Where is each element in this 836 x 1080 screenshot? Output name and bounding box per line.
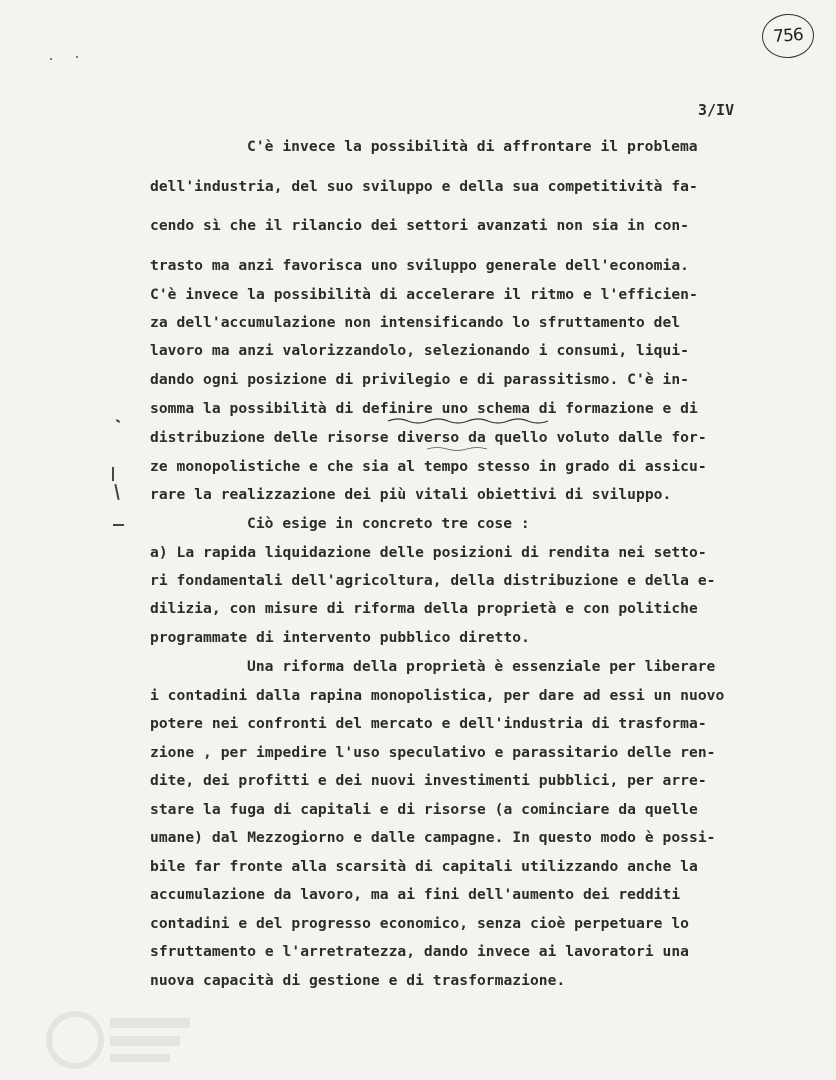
text-line: umane) dal Mezzogiorno e dalle campagne. In questo modo è possi- xyxy=(150,829,716,846)
text-line: ri fondamentali dell'agricoltura, della distribuzione e della e- xyxy=(150,572,716,589)
text-line: Ciò esige in concreto tre cose : xyxy=(247,515,530,532)
text-line: ze monopolistiche e che sia al tempo stesso in grado di assicu- xyxy=(150,458,707,475)
text-line: i contadini dalla rapina monopolistica, per dare ad essi un nuovo xyxy=(150,687,725,704)
text-line: accumulazione da lavoro, ma ai fini dell'aumento dei redditi xyxy=(150,886,681,903)
text-line: C'è invece la possibilità di accelerare il ritmo e l'efficien- xyxy=(150,286,698,303)
text-line: dite, dei profitti e dei nuovi investimenti pubblici, per arre- xyxy=(150,772,707,789)
archive-stamp: 756 xyxy=(761,12,816,60)
page-number: 3/IV xyxy=(698,101,735,119)
text-line: programmate di intervento pubblico diretto. xyxy=(150,629,530,646)
text-line: contadini e del progresso economico, senza cioè perpetuare lo xyxy=(150,915,690,932)
text-line: dilizia, con misure di riforma della proprietà e con politiche xyxy=(150,600,698,617)
text-line: sfruttamento e l'arretratezza, dando invece ai lavoratori una xyxy=(150,943,690,960)
text-line: a) La rapida liquidazione delle posizioni di rendita nei setto- xyxy=(150,544,707,561)
text-line: dell'industria, del suo sviluppo e della sua competitività fa- xyxy=(150,178,698,195)
text-line: nuova capacità di gestione e di trasformazione. xyxy=(150,972,566,989)
text-line: dando ogni posizione di privilegio e di parassitismo. C'è in- xyxy=(150,371,690,388)
text-line: somma la possibilità di definire uno schema di formazione e di xyxy=(150,400,698,417)
text-line: distribuzione delle risorse diverso da quello voluto dalle for- xyxy=(150,429,707,446)
margin-mark xyxy=(112,467,114,481)
text-line: bile far fronte alla scarsità di capitali utilizzando anche la xyxy=(150,858,698,875)
text-line: rare la realizzazione dei più vitali obiettivi di sviluppo. xyxy=(150,486,672,503)
archive-watermark xyxy=(40,1000,200,1070)
text-line: zione , per impedire l'uso speculativo e parassitario delle ren- xyxy=(150,744,716,761)
margin-mark xyxy=(113,524,124,526)
text-line: trasto ma anzi favorisca uno sviluppo generale dell'economia. xyxy=(150,257,690,274)
text-line: cendo sì che il rilancio dei settori avanzati non sia in con- xyxy=(150,217,690,234)
text-line: stare la fuga di capitali e di risorse (a cominciare da quelle xyxy=(150,801,698,818)
text-line: C'è invece la possibilità di affrontare il problema xyxy=(247,138,698,155)
text-line: potere nei confronti del mercato e dell'industria di trasforma- xyxy=(150,715,707,732)
text-line: Una riforma della proprietà è essenziale per liberare xyxy=(247,658,716,675)
text-line: lavoro ma anzi valorizzandolo, selezionando i consumi, liqui- xyxy=(150,342,690,359)
text-line: za dell'accumulazione non intensificando lo sfruttamento del xyxy=(150,314,681,331)
